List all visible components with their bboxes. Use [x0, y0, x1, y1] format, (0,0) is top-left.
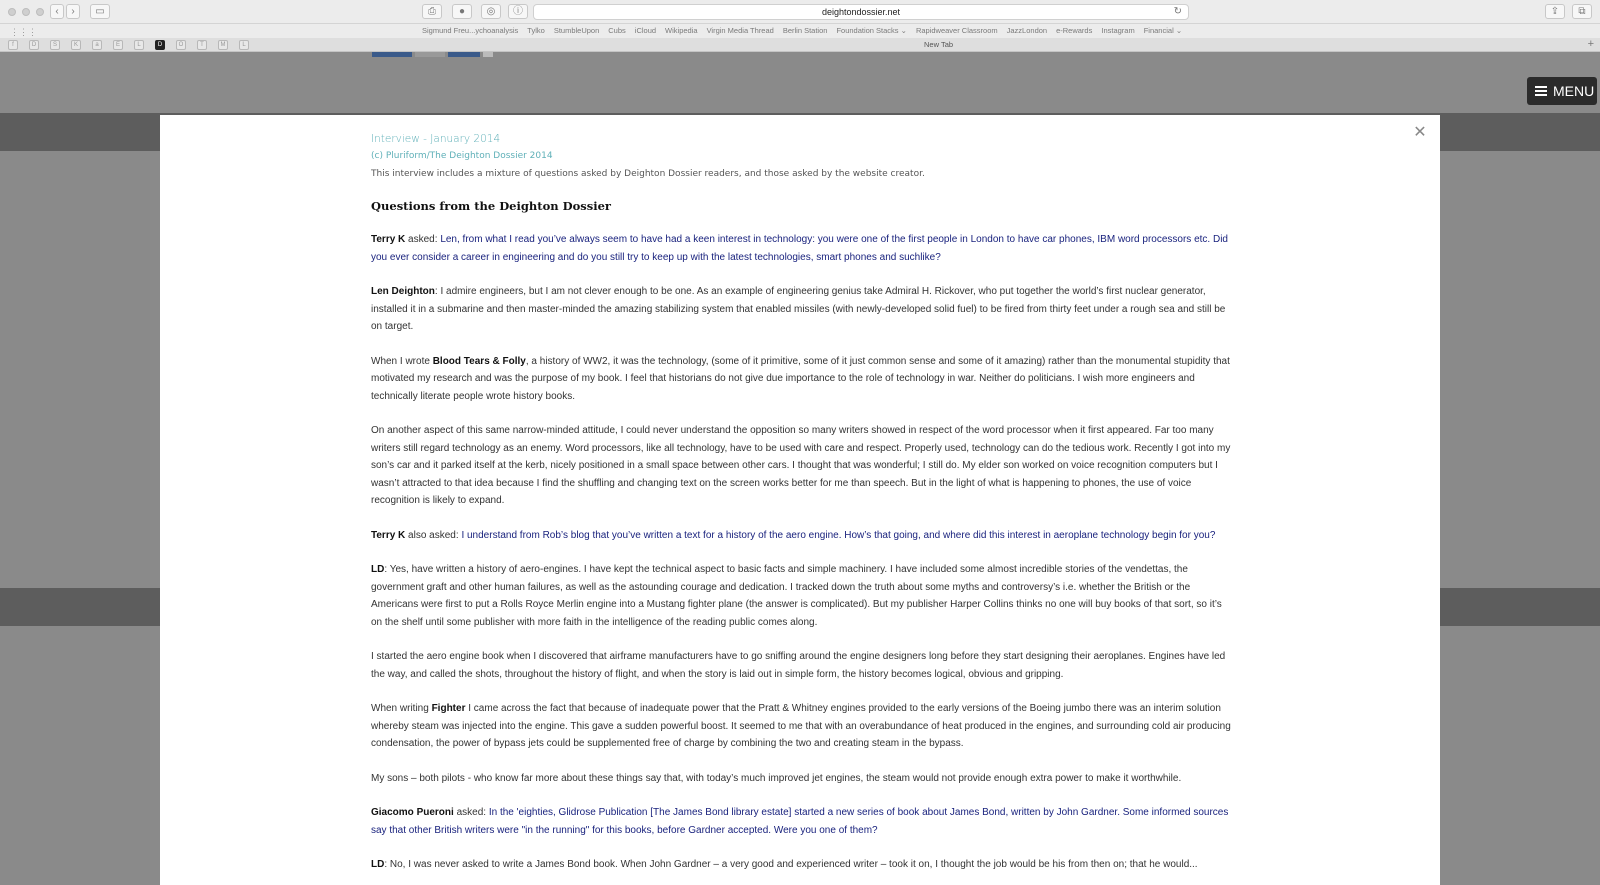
- answer-paragraph: When I wrote Blood Tears & Folly, a history of WW2, it was the technology, (some of it primitive, some of it just common sense and some of it amazing) rather than the monumental stupidity that motivated my research and was the purpose of my book. I feel that historians do not give due importance to the role of technology in war. Neither do politicians. I wish more engineers and technically literate people wrote history books.: [371, 355, 1230, 402]
- speaker-name: LD: [371, 859, 385, 870]
- hamburger-icon: [1535, 86, 1547, 96]
- tabs-overview-icon[interactable]: ⧉: [1572, 4, 1592, 19]
- answer-paragraph: Len Deighton: I admire engineers, but I am not clever enough to be one. As an example of engineering genius take Admiral H. Rickover, who put together the world’s first nuclear generator, installed it in a submarine and then master-minded the amazing stabilizing system that enabled missiles (with newly-developed solid fuel) to be fired from thirty feet under a rough sea and still be on target.: [371, 286, 1226, 332]
- menu-button[interactable]: [1527, 77, 1597, 105]
- question-paragraph: Terry K also asked: I understand from Rob’s blog that you’ve written a text for a history of the aero engine. How’s that going, and where did this interest in aeroplane technology begin for you?: [371, 529, 1216, 541]
- url-text: deightondossier.net: [821, 7, 901, 17]
- back-icon[interactable]: ‹: [50, 4, 64, 19]
- pinned-tab[interactable]: a: [92, 40, 102, 50]
- reload-icon[interactable]: ↻: [1173, 6, 1182, 17]
- window-close-dot[interactable]: [8, 8, 16, 16]
- answer-paragraph: When writing Fighter I came across the fact that because of inadequate power that the Pratt & Whitney engines provided to the early versions of the Boeing jumbo there was an interim solution whereby steam was injected into the engine. This gave a sudden powerful boost. It seemed to me that with an overabundance of heat produced in the engines, and surrounding cold air producing condensation, the power of bypass jets could be supplemented free of charge by combining the two and creating steam in the bypass.: [371, 703, 1231, 749]
- pinned-tab[interactable]: M: [218, 40, 228, 50]
- new-tab-plus-icon[interactable]: +: [1587, 38, 1594, 50]
- sidebar-icon[interactable]: ▭: [90, 4, 110, 19]
- tab-new-tab[interactable]: New Tab: [924, 40, 954, 49]
- info-icon[interactable]: ⓘ: [508, 4, 528, 19]
- answer-paragraph: I started the aero engine book when I discovered that airframe manufacturers have to go sniffing around the engine designers long before they start designing their aeroplanes. Engines have led the way, and called the shots, throughout the history of flight, and when the story is laid out in simple form, the history becomes logical, obvious and gripping.: [371, 651, 1226, 680]
- bookmark-item[interactable]: Cubs: [608, 26, 626, 35]
- bookmark-item[interactable]: iCloud: [634, 26, 657, 35]
- answer-paragraph: My sons – both pilots - who know far more about these things say that, with today’s much improved jet engines, the steam would not provide enough extra power to make it worthwhile.: [371, 772, 1182, 784]
- book-title: Fighter: [431, 703, 466, 714]
- address-bar[interactable]: [533, 4, 1189, 20]
- window-zoom-dot[interactable]: [36, 8, 44, 16]
- share-extension-icon[interactable]: ◎: [481, 4, 501, 19]
- bookmark-item[interactable]: Instagram: [1101, 26, 1135, 35]
- speaker-name: Terry K: [371, 234, 406, 245]
- menu-label: MENU: [1553, 83, 1595, 99]
- bookmark-item[interactable]: StumbleUpon: [553, 26, 600, 35]
- bookmark-item[interactable]: Foundation Stacks ⌄: [836, 26, 907, 35]
- bookmark-item[interactable]: Wikipedia: [665, 26, 698, 35]
- extension-icon[interactable]: ●: [452, 4, 472, 19]
- interview-content: [371, 133, 1233, 885]
- bookmark-item[interactable]: JazzLondon: [1006, 26, 1048, 35]
- question-text: Len, from what I read you’ve always seem to have had a keen interest in technology: you were one of the first people in London to have car phones, IBM word processors etc. Did you ever consider a career in engineering and do you still try to keep up with the latest technologies, smart phones and suchlike?: [371, 234, 1228, 263]
- pinned-tab[interactable]: E: [113, 40, 123, 50]
- pinned-tab[interactable]: O: [176, 40, 186, 50]
- pinned-tab[interactable]: L: [239, 40, 249, 50]
- pinned-tab[interactable]: K: [71, 40, 81, 50]
- pinned-tab[interactable]: T: [197, 40, 207, 50]
- tab-bar: [0, 38, 1600, 52]
- background-logo-blocks: [372, 52, 493, 57]
- bookmarks-bar: [0, 24, 1600, 38]
- question-paragraph: Giacomo Pueroni asked: In the 'eighties, Glidrose Publication [The James Bond library estate] started a new series of book about James Bond, written by John Gardner. Some informed sources say that other British writers were "in the running" for this books, before Gardner accepted. Were you one of them?: [371, 807, 1229, 836]
- share-icon[interactable]: ⇪: [1545, 4, 1565, 19]
- bookmark-item[interactable]: Financial ⌄: [1143, 26, 1183, 35]
- browser-toolbar: [0, 0, 1600, 24]
- window-minimize-dot[interactable]: [22, 8, 30, 16]
- pinned-tab[interactable]: S: [50, 40, 60, 50]
- close-icon[interactable]: ✕: [1413, 124, 1427, 141]
- speaker-name: LD: [371, 564, 385, 575]
- answer-paragraph: LD: Yes, have written a history of aero-engines. I have kept the technical aspect to basic facts and simple machinery. I have included some almost incredible stories of the vendettas, the government graft and other human failures, as well as the astounding courage and dedication. I tracked down the truth about some myths and controversy’s i.e. whether the British or the Americans were first to put a Rolls Royce Merlin engine into a Mustang fighter plane (the answer is complicated). But my publisher Harper Collins thinks no one will buy books of that sort, so it’s on the shelf until some publisher with more faith in the intelligence of the reading public comes along.: [371, 564, 1222, 628]
- bookmark-item[interactable]: Rapidweaver Classroom: [915, 26, 998, 35]
- pinned-tab[interactable]: L: [134, 40, 144, 50]
- intro-text: This interview includes a mixture of questions asked by Deighton Dossier readers, and those asked by the website creator.: [371, 169, 925, 179]
- answer-paragraph: On another aspect of this same narrow-minded attitude, I could never understand the opposition so many writers showed in respect of the word processor when it first appeared. Far too many writers still regard technology as an enemy. Word processors, like all technology, have to be used with care and respect. Properly used, technology can do the tedious work. Recently I got into my son’s car and it parked itself at the kerb, nicely positioned in a small space between other cars. I thought that was wonderful; I still do. My elder son worked on voice recognition computers but I wasn’t attracted to that idea because I find the shuffling and changing text on the screen works better for me than speech. But in the light of what is happening to phones, the use of voice recognition is likely to expand.: [371, 425, 1231, 506]
- bookmark-item[interactable]: Virgin Media Thread: [706, 26, 774, 35]
- book-title: Blood Tears & Folly: [432, 355, 526, 367]
- speaker-name: Len Deighton: [371, 286, 435, 297]
- question-paragraph: Terry K asked: Len, from what I read you’ve always seem to have had a keen interest in technology: you were one of the first people in London to have car phones, IBM word processors etc. Did you ever consider a career in engineering and do you still try to keep up with the latest technologies, smart phones and suchlike?: [371, 234, 1228, 263]
- pinned-tab[interactable]: D: [29, 40, 39, 50]
- interview-modal: [160, 115, 1440, 885]
- bookmark-item[interactable]: e-Rewards: [1056, 26, 1093, 35]
- bookmark-item[interactable]: Sigmund Freu...ychoanalysis: [422, 26, 519, 35]
- bookmark-item[interactable]: Tylko: [527, 26, 545, 35]
- interview-title: Interview - January 2014: [371, 133, 501, 145]
- section-title: Questions from the Deighton Dossier: [371, 199, 611, 213]
- speaker-name: Giacomo Pueroni: [371, 807, 454, 818]
- bookmark-list: [422, 26, 1182, 35]
- pinned-tab[interactable]: D: [155, 40, 165, 50]
- pinned-tab[interactable]: f: [8, 40, 18, 50]
- copyright-line: (c) Pluriform/The Deighton Dossier 2014: [371, 151, 553, 161]
- question-text: In the 'eighties, Glidrose Publication [The James Bond library estate] started a new series of book about James Bond, written by John Gardner. Some informed sources say that other British writers were "in the running" for this books, before Gardner accepted. Were you one of them?: [371, 807, 1229, 836]
- print-icon[interactable]: ⎙: [422, 4, 442, 19]
- forward-icon[interactable]: ›: [66, 4, 80, 19]
- bookmark-item[interactable]: Berlin Station: [782, 26, 828, 35]
- pinned-tabs: [8, 40, 249, 50]
- speaker-name: Terry K: [371, 529, 406, 541]
- apps-grid-icon[interactable]: ⋮⋮⋮: [10, 27, 37, 37]
- question-text: I understand from Rob’s blog that you’ve written a text for a history of the aero engine. How’s that going, and where did this interest in aeroplane technology begin for you?: [461, 529, 1216, 541]
- answer-paragraph: LD: No, I was never asked to write a James Bond book. When John Gardner – a very good and experienced writer – took it on, I thought the job would be his from then on; that he would...: [371, 859, 1198, 870]
